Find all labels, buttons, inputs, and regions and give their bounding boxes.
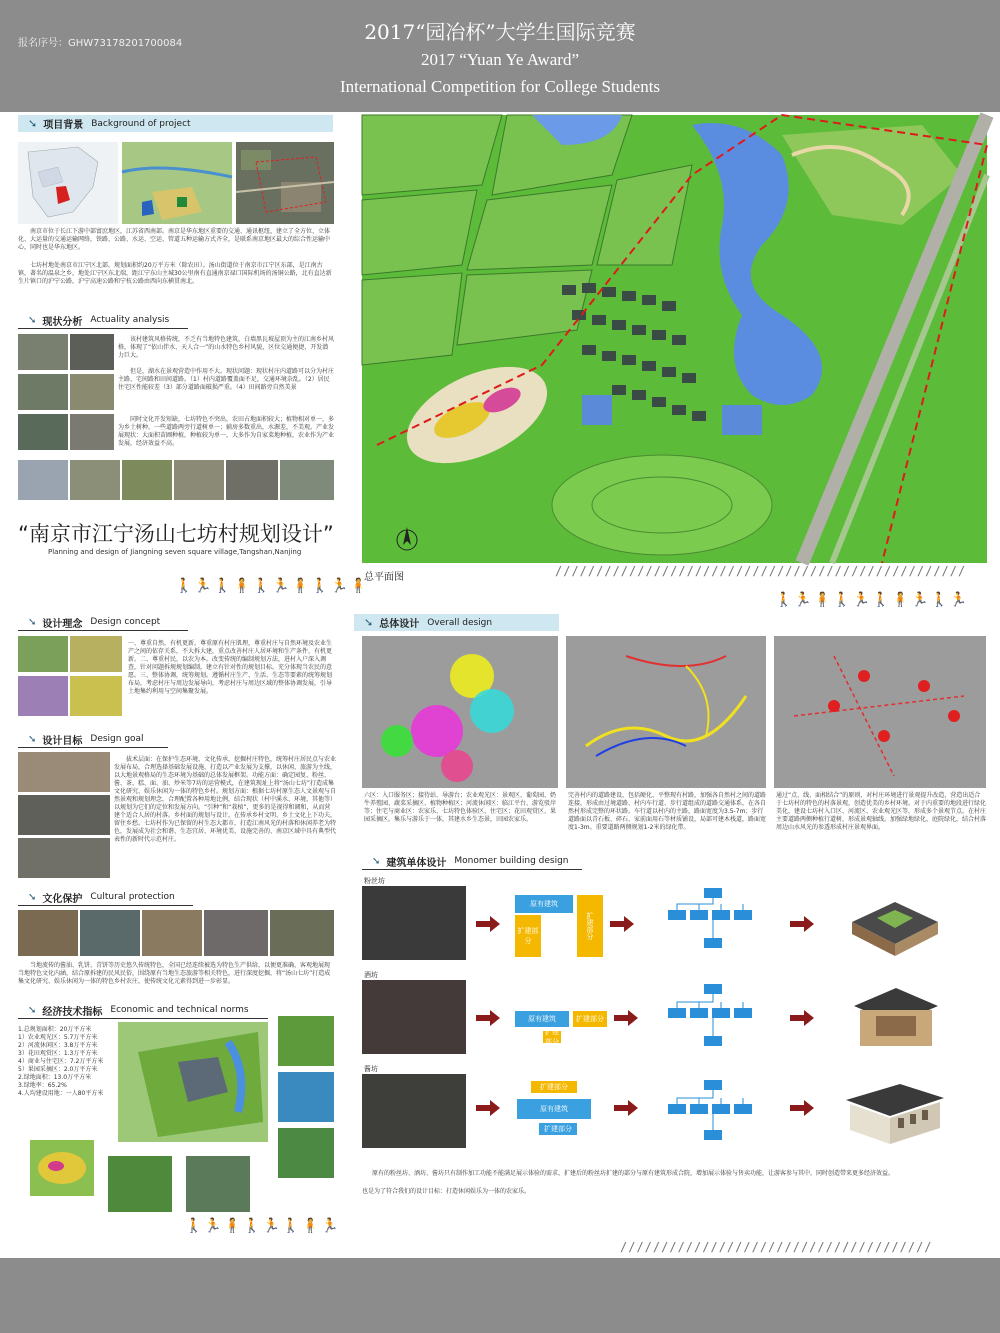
arrow-right-icon [790, 1100, 814, 1116]
people-silhouettes-decoration: 🚶🏃🧍🚶🏃🚶🧍🏃 [185, 1218, 341, 1234]
section-background [18, 115, 333, 132]
expansion-box-lower: 扩建部分 [538, 1122, 578, 1136]
section-title-en: Economic and technical norms [110, 1005, 249, 1015]
cultural-paragraph: 当地流传的酱油、乳饼、青饼等历史悠久传统特色，全国已经连续被选为特色生产供给，以便更准确、客观地展现当地特色文化内涵，结合原拆建的民风民俗，围绕原有当地生态旅游等相关特色，进行深度挖掘，将“汤山七坊”打造成集文化研究、娱乐休闲为一体的特色乡村农庄，使传统文化元素得到进一步彰显。 [18, 962, 331, 985]
norm-item: 2）河流休闲区：3.8万平方米 [18, 1042, 98, 1049]
arrow-right-icon [476, 916, 500, 932]
arrow-right-icon [476, 1010, 500, 1026]
location-map-jiangsu [18, 142, 118, 224]
building-model-2 [846, 976, 946, 1056]
section-actuality [18, 312, 188, 329]
building-name: 酱坊 [364, 1065, 378, 1073]
section-title-cn: 文化保护 [42, 893, 83, 905]
section-overall [354, 614, 559, 631]
divider-ticks-decoration: ////////////////////////////////////// [620, 1240, 933, 1254]
overall-paragraph-2: 完善村内的道路建设，包括硬化、平整现有村路，加强各自然村之间的道路连接，形成由过境道路、村内车行道、步行道组成的道路交通体系，在各自然村形成完整的环状路。车行道以村内的主路，路面宽度为3.5-7m；步行道路面以青石板、碎石、家前面用石等材质铺设，局部可建木栈道，路面宽度1-3m。重要道路两侧规划1-2米的绿化带。 [568, 792, 767, 831]
section-arrow-icon: ➘ [372, 855, 381, 867]
people-silhouettes-decoration: 🚶🏃🚶🧍🚶🏃🧍🚶🏃🧍 [175, 578, 370, 594]
norm-item: 3）花田观赏区：1.3万平方米 [18, 1050, 98, 1057]
building-model-3 [840, 1074, 948, 1152]
section-title-en: Background of project [91, 118, 191, 129]
section-arrow-icon: ➘ [28, 117, 38, 130]
section-title-en: Monomer building design [454, 856, 569, 866]
section-title-en: Design concept [90, 617, 161, 627]
detail-plan-5 [108, 1156, 172, 1212]
arrow-right-icon [614, 1100, 638, 1116]
header-banner [0, 0, 1000, 112]
section-monomer [362, 853, 582, 870]
status-photo-1 [18, 334, 68, 370]
title-cn: 2017“园冶杯”大学生国际竞赛 [364, 20, 636, 44]
people-silhouettes-decoration: 🚶🏃🧍🚶🏃🚶🧍🏃🚶🏃 [775, 592, 970, 608]
registration-number: 报名序号：GHW73178201700084 [18, 38, 183, 49]
actuality-paragraph-3: 同时文化开发短缺，七坊特色不突出，农田占地面积较大；植物相对单一，多为乡土树种，一些道路两旁行道树单一；辅房多数重出，水源差，不美观。产业发展现状：大面积苗圃种植，种植较为单一，大多作为自家菜地种植，农业作为产业发展，经济效益不高。 [118, 416, 335, 447]
actuality-paragraph-2: 但是，湖水在景观营造中作用不大。现状问题：现状村庄内道路可以分为村庄主路、宅间路和田间道路。（1）村内道路覆盖面不足，交通环境杂乱。（2）居民住宅区性能较差（3）部分道路面破损严重。（4）田间路旁自然美景 [118, 368, 335, 391]
norm-item: 1）农业观光区：5.7万平方米 [18, 1034, 98, 1041]
building-name: 酒坊 [364, 971, 378, 979]
status-photo-2 [70, 334, 114, 370]
background-paragraph-2: 七坊村地处南京市江宁区北部，规划面积约20万平方米（除农田）。汤山街道位于南京市江宁区东部，是江南古镇，著名的温泉之乡，地处江宁区东北端，距江宁东山主城30公里南有直通南京禄口国际机场的汤铜公路，北有直达新生片镇口的沪宁公路，沪宁高速公路和宁杭公路由西向东横贯南北。 [18, 262, 332, 285]
expansion-box: 扩建部分 [572, 1010, 608, 1028]
existing-building-box: 原有建筑 [514, 1010, 570, 1028]
status-photo-8 [70, 460, 120, 500]
overall-paragraph-3: 通过“点、线、面相结合”的原则，对村庄环境进行景观提升改造，营造出适合于七坊村的特色的村落景观，创造优美的乡村环境。对于内重要的地段进行绿化美化，建设七坊村入口区、河流区、农业观光区等，形成多个景观节点。在村庄主要道路两侧种植行道树，形成景观轴线。加强绿地绿化，庭院绿化，结合村落周边山水风光的参透形成村庄景观界面。 [776, 792, 987, 831]
status-photo-4 [70, 374, 114, 410]
landscape-node-diagram [774, 636, 986, 788]
section-arrow-icon: ➘ [28, 616, 37, 628]
section-economic [18, 1002, 268, 1019]
detail-plan-3 [278, 1128, 334, 1178]
concept-paragraph: 一、尊重自然，有机更新。尊重原有村庄肌理，尊重村庄与自然环境及农业生产之间的依存关系，不大拆大建，重点改善村庄人居环境和生产条件，有机更新。二、尊重村民，以农为本。改变传统的编制规划方法，进村入户深入调查，针对问题拆规规划编制，建立有针对性的规划目标。充分体现当农民的意愿。三、整体协调，统筹规划。遵循村庄生产、生活、生态等要素的统筹规划布局，考虑村庄与周边发展导向，考虑村庄与周边区域的整体协调发展，引导土地集约利用与空间集聚发展。 [128, 640, 333, 695]
concept-photo-3 [18, 676, 68, 716]
building-name: 粉丝坊 [364, 877, 385, 885]
arrow-right-icon [790, 916, 814, 932]
expansion-box: 扩建部分 [530, 1080, 578, 1094]
actuality-paragraph-1: 该村建筑风格传统，不乏有当地特色建筑，白墙黑瓦坡屋顶为主的江南乡村风格，体现了“依山伴水、天人合一”的山水特色乡村风貌，区位交通便捷，开发潜力巨大。 [118, 336, 335, 359]
section-title-en: Actuality analysis [90, 315, 170, 325]
goal-photo-3 [18, 838, 110, 878]
expansion-box-small: 扩建部分 [542, 1030, 562, 1044]
zoning-diagram [362, 636, 558, 788]
section-arrow-icon: ➘ [28, 733, 37, 745]
section-title-cn: 总体设计 [379, 619, 420, 630]
title-en-line2: International Competition for College Students [339, 77, 661, 96]
economic-zone-map [118, 1022, 268, 1142]
location-map-nanjing [122, 142, 232, 224]
background-paragraph-1: 南京市位于长江下游中部富庶地区，江苏省西南部。南京是华东地区重要的交通、通讯枢纽，建立了全方位、立体化、大运量的交通运输网络，铁路、公路、水运、空运、管道五种运输方式齐全，是联系南京地区最大的综合性运输中心，同时也是华东地区。 [18, 228, 331, 251]
building-photo-1 [362, 886, 466, 960]
norm-item: 2.绿地面积：13.0万平方米 [18, 1074, 92, 1081]
culture-photo-5 [270, 910, 334, 956]
status-photo-10 [174, 460, 224, 500]
master-plan-label: 总平面图 [364, 572, 404, 583]
culture-photo-1 [18, 910, 78, 956]
monomer-paragraph-1: 原有的粉丝坊、酒坊、酱坊只有制作加工功能不能满足展示体验的需求，扩建后的粉丝坊扩建的部分与原有建筑形成合院，增加展示体验与售卖功能，让游客参与其中，同时创造带来更多经济效益。 [372, 1170, 895, 1177]
norm-item: 5）果园采摘区：2.0万平方米 [18, 1066, 98, 1073]
status-photo-5 [18, 414, 68, 450]
building-photo-3 [362, 1074, 466, 1148]
function-tree-2 [668, 984, 758, 1054]
master-plan [362, 115, 987, 563]
section-concept [18, 614, 188, 631]
norm-item: 1.总规划面积：20万平方米 [18, 1026, 92, 1033]
detail-plan-2 [278, 1072, 334, 1122]
section-title-cn: 设计理念 [42, 618, 83, 630]
detail-plan-6 [186, 1156, 250, 1212]
expansion-box-side: 扩建部分 [576, 894, 604, 958]
detail-plan-4 [30, 1140, 94, 1196]
section-cultural [18, 889, 193, 906]
concept-photo-2 [70, 636, 122, 672]
status-photo-9 [122, 460, 172, 500]
building-model-1 [842, 882, 948, 958]
goal-photo-2 [18, 795, 110, 835]
status-photo-6 [70, 414, 114, 450]
section-arrow-icon: ➘ [28, 891, 37, 903]
status-photo-7 [18, 460, 68, 500]
section-title-en: Overall design [427, 617, 493, 628]
section-title-en: Design goal [90, 734, 144, 744]
expansion-box: 扩建部分 [514, 914, 542, 958]
norm-item: 4.人均建设用地：一人80平方米 [18, 1090, 104, 1097]
goal-paragraph: 拔术层面：在保护生态环境、文化传承，挖掘村庄特色，统筹村庄居民点与农业发展布局，合理选择基础发展设施，打造以产业发展为支撑，以休闲、旅游为主线，以大地景观格局的生态环境为基础的总体发展框架。功能方面：确定园复、粉丝、酱、茶、糕、面、油、炒米等7坊的运营模式，在建筑现址上将“汤山七坊”打造成集文化研究、娱乐休闲为一体的特色乡村。规划方面：根据七坊村原生态人文景观与自然景观和规划理念，合理配置各种用地比例，结合现状（村中溪水、环境、其他等）以规划为它们的定位和发展方向。“引种”和“栽植”，更多的是视得和调和，从而营建个适合人居的村落。乡村面的规划与设计，在传承乡村文明、乡土文化上下功夫，留住乡愁。七坊村作为已保留的村生态大都市，打造江南风光的村落和休闲养老为特色，发展成为社会和谐、生态宜居、环境优美、设施完善的、南京区域中具有典型代表性的新时代示范村庄。 [114, 756, 337, 843]
culture-photo-3 [142, 910, 202, 956]
culture-photo-4 [204, 910, 268, 956]
function-tree-3 [668, 1080, 758, 1150]
section-arrow-icon: ➘ [28, 314, 37, 326]
section-title-cn: 建筑单体设计 [386, 857, 447, 869]
monomer-paragraph-2: 也是为了符合我们的设计目标：打造休闲娱乐为一体的农家乐。 [362, 1188, 531, 1195]
function-tree-1 [668, 888, 758, 958]
divider-ticks-decoration: ////////////////////////////////////////////////// [555, 564, 967, 578]
traffic-diagram [566, 636, 766, 788]
arrow-right-icon [790, 1010, 814, 1026]
project-title-en: Planning and design of Jiangning seven square village,Tangshan,Nanjing [48, 548, 302, 556]
status-photo-12 [280, 460, 334, 500]
footer-band [0, 1258, 1000, 1333]
arrow-right-icon [614, 1010, 638, 1026]
section-arrow-icon: ➘ [364, 616, 374, 629]
title-en-line1: 2017 “Yuan Ye Award” [420, 50, 580, 69]
section-arrow-icon: ➘ [28, 1004, 37, 1016]
concept-photo-4 [70, 676, 122, 716]
section-title-cn: 经济技术指标 [42, 1006, 103, 1018]
section-title-en: Cultural protection [90, 892, 175, 902]
site-satellite-image [236, 142, 334, 224]
building-photo-2 [362, 980, 466, 1054]
status-photo-11 [226, 460, 278, 500]
concept-photo-1 [18, 636, 68, 672]
detail-plan-1 [278, 1016, 334, 1066]
goal-photo-1 [18, 752, 110, 792]
norm-item: 3.绿地率：65.2% [18, 1082, 67, 1089]
overall-paragraph-1: 六区：入口服务区；接待站、导游台；农业观光区：景观区、葡萄园、奶牛养殖园、蔬菜采摘区、植物种植区；河流休闲区：临江平台、游览驳岸等；住宅与商业区：农家乐、七坊特色体验区、住宅区；花田观赏区、果园采摘区。集乐与游乐于一体，其建水乡生态景，田园农家乐。 [364, 792, 557, 823]
status-photo-3 [18, 374, 68, 410]
section-title-cn: 项目背景 [43, 120, 84, 131]
arrow-right-icon [476, 1100, 500, 1116]
culture-photo-2 [80, 910, 140, 956]
project-title-cn: “南京市江宁汤山七坊村规划设计” [18, 522, 334, 546]
existing-building-box: 原有建筑 [514, 894, 574, 914]
section-goal [18, 731, 168, 748]
existing-building-box: 原有建筑 [516, 1098, 592, 1120]
arrow-right-icon [610, 916, 634, 932]
norm-item: 4）商业与住宅区：7.2万平方米 [18, 1058, 104, 1065]
section-title-cn: 现状分析 [42, 316, 83, 328]
section-title-cn: 设计目标 [42, 735, 83, 747]
